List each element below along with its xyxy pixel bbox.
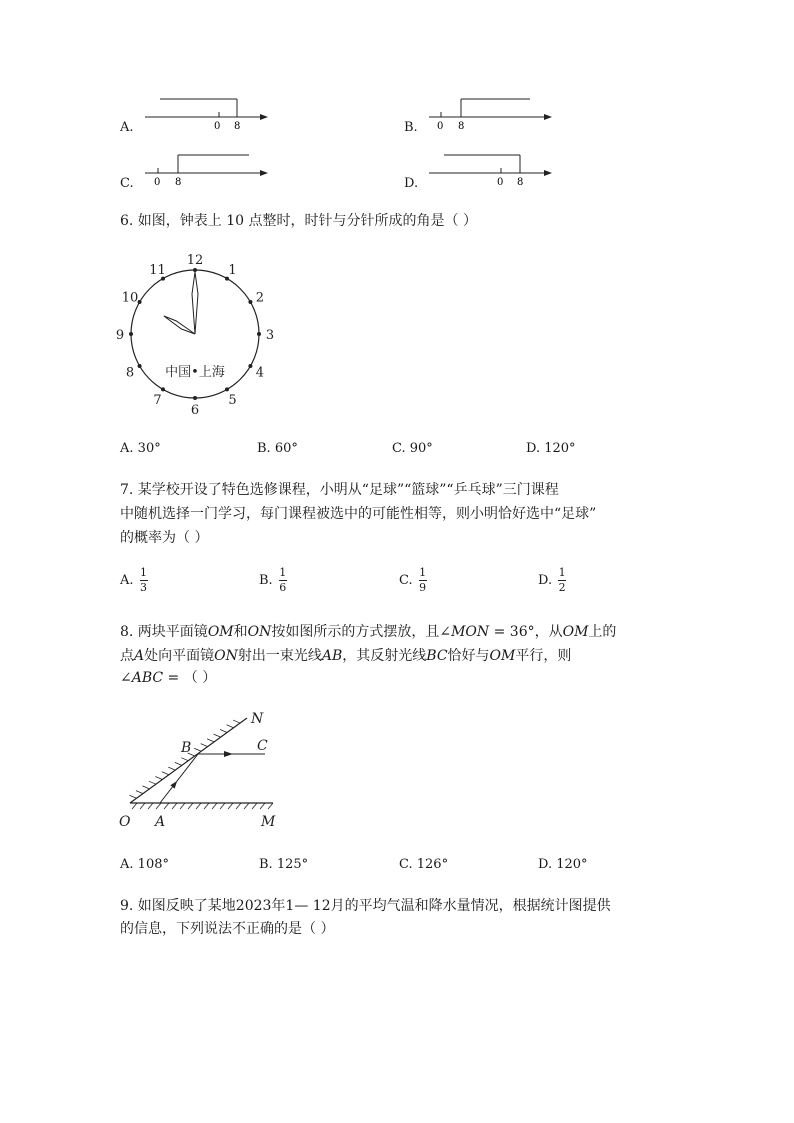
clock-minute-hand: [192, 272, 198, 334]
mirror-on-hatch: [175, 762, 182, 765]
q8-stem-line-3: ∠ABC = （ ）: [120, 670, 217, 686]
mirror-on-hatch: [129, 795, 136, 798]
mirror-om-hatch: [252, 803, 257, 809]
label-a: A: [155, 814, 166, 830]
q5-option-c-numberline: [140, 148, 275, 188]
q5-option-a-label: A.: [120, 120, 134, 135]
fraction: $\frac{1}{2}$: [558, 566, 566, 594]
mirror-om-hatch: [268, 803, 273, 809]
clock-tick-dot: [129, 332, 133, 336]
clock-number: 12: [186, 253, 204, 268]
ray-bc-arrow: [224, 751, 233, 757]
mirror-om-hatch: [204, 803, 209, 809]
mirror-om-hatch: [228, 803, 233, 809]
q7-option-d: D. $\frac{1}{2}$: [538, 566, 566, 594]
clock-number: 6: [190, 403, 200, 417]
q7-option-c: C. $\frac{1}{9}$: [399, 566, 427, 594]
clock-number: 2: [255, 290, 265, 306]
mirror-om-hatch: [236, 803, 241, 809]
q5-option-b-label: B.: [404, 120, 418, 135]
mirror-om-hatch: [156, 803, 161, 809]
label-c: C: [257, 738, 268, 754]
q9-stem-line-2: 的信息，下列说法不正确的是（ ）: [120, 921, 335, 937]
q8-stem-line-1: 8. 两块平面镜OM和ON按如图所示的方式摆放，且∠MON = 36°，从OM上的: [120, 624, 617, 640]
q5-b-tick-0: 0: [437, 121, 444, 132]
clock-number: 11: [149, 263, 166, 279]
mirror-on-hatch: [233, 720, 240, 723]
clock-tick-dot: [248, 364, 252, 368]
clock-number: 1: [228, 263, 237, 279]
q7-stem-line-1: 7. 某学校开设了特色选修课程，小明从“足球”“篮球”“乒乓球”三门课程: [120, 482, 559, 498]
ray-ab: [160, 754, 198, 803]
mirror-on-hatch: [142, 786, 149, 789]
q5-b-tick-8: 8: [458, 121, 465, 132]
q5-option-d-numberline: [424, 148, 559, 188]
clock-hour-hand: [164, 316, 195, 334]
q8-option-b: B. 125°: [259, 857, 309, 872]
clock-number: 10: [121, 290, 139, 306]
q6-option-b: B. 60°: [257, 441, 298, 456]
mirror-om-hatch: [172, 803, 177, 809]
mirror-on-hatch: [194, 748, 201, 751]
mirror-on-hatch: [220, 729, 227, 732]
q7-stem-line-2: 中随机选择一门学习，每门课程被选中的可能性相等，则小明恰好选中“足球”: [120, 506, 597, 522]
clock-tick-dot: [161, 387, 165, 391]
q8-option-a: A. 108°: [120, 857, 169, 872]
clock-tick-dot: [138, 364, 142, 368]
q5-a-tick-0: 0: [214, 121, 221, 132]
fraction: $\frac{1}{6}$: [279, 566, 287, 594]
q5-option-d-label: D.: [404, 176, 419, 191]
mirror-on-hatch: [168, 767, 175, 770]
mirror-om-hatch: [220, 803, 225, 809]
q7-stem-line-3: 的概率为（ ）: [120, 530, 209, 546]
mirror-on-hatch: [181, 758, 188, 761]
ray-ab-arrow: [170, 781, 177, 789]
label-o: O: [119, 814, 131, 830]
clock-number: 9: [115, 328, 125, 343]
clock-number: 8: [125, 365, 135, 381]
fraction: $\frac{1}{9}$: [419, 566, 427, 594]
mirror-on-hatch: [207, 739, 214, 742]
q6-stem: 6. 如图，钟表上 10 点整时，时针与分针所成的角是（ ）: [120, 213, 477, 229]
q5-d-tick-8: 8: [517, 177, 524, 188]
label-m: M: [261, 814, 276, 830]
fraction: $\frac{1}{3}$: [140, 566, 148, 594]
mirror-om-hatch: [196, 803, 201, 809]
q5-option-c-label: C.: [120, 176, 134, 191]
label-b: B: [181, 740, 192, 756]
q8-stem-line-2: 点A处向平面镜ON射出一束光线AB，其反射光线BC恰好与OM平行，则: [120, 648, 572, 664]
clock-number: 4: [255, 365, 265, 381]
clock-number: 3: [265, 328, 275, 343]
mirror-on-hatch: [162, 772, 169, 775]
q6-clock-figure: [115, 252, 275, 417]
q8-mirror-figure: [115, 708, 285, 833]
q5-c-tick-0: 0: [154, 177, 161, 188]
clock-tick-dot: [248, 300, 252, 304]
mirror-om-hatch: [140, 803, 145, 809]
mirror-on-hatch: [136, 791, 143, 794]
q8-option-d: D. 120°: [538, 857, 588, 872]
mirror-on-hatch: [227, 725, 234, 728]
clock-brand-text: 中国•上海: [165, 365, 225, 380]
clock-tick-dot: [257, 332, 261, 336]
q5-a-tick-8: 8: [234, 121, 241, 132]
mirror-on: [130, 718, 247, 803]
q6-option-c: C. 90°: [392, 441, 433, 456]
clock-tick-dot: [193, 396, 197, 400]
q5-option-b-numberline: [424, 92, 559, 132]
clock-number: 5: [228, 392, 237, 408]
mirror-om-hatch: [260, 803, 265, 809]
q6-option-a: A. 30°: [120, 441, 161, 456]
clock-tick-dot: [193, 268, 197, 272]
mirror-om-hatch: [188, 803, 193, 809]
mirror-om-hatch: [132, 803, 137, 809]
clock-number: 7: [153, 392, 162, 408]
mirror-om-hatch: [164, 803, 169, 809]
q5-d-tick-0: 0: [497, 177, 504, 188]
label-n: N: [251, 711, 264, 727]
mirror-om-hatch: [180, 803, 185, 809]
mirror-om-hatch: [244, 803, 249, 809]
mirror-om-hatch: [148, 803, 153, 809]
mirror-om-hatch: [212, 803, 217, 809]
clock-tick-dot: [225, 387, 229, 391]
mirror-on-hatch: [149, 781, 156, 784]
q7-option-b: B. $\frac{1}{6}$: [259, 566, 287, 594]
mirror-on-hatch: [214, 734, 221, 737]
q7-option-a: A. $\frac{1}{3}$: [120, 566, 148, 594]
q6-option-d: D. 120°: [526, 441, 576, 456]
mirror-on-hatch: [155, 776, 162, 779]
q5-c-tick-8: 8: [175, 177, 182, 188]
q5-option-a-numberline: [140, 92, 275, 132]
q8-option-c: C. 126°: [399, 857, 449, 872]
mirror-on-hatch: [201, 744, 208, 747]
q9-stem-line-1: 9. 如图反映了某地2023年1— 12月的平均气温和降水量情况，根据统计图提供: [120, 898, 611, 914]
